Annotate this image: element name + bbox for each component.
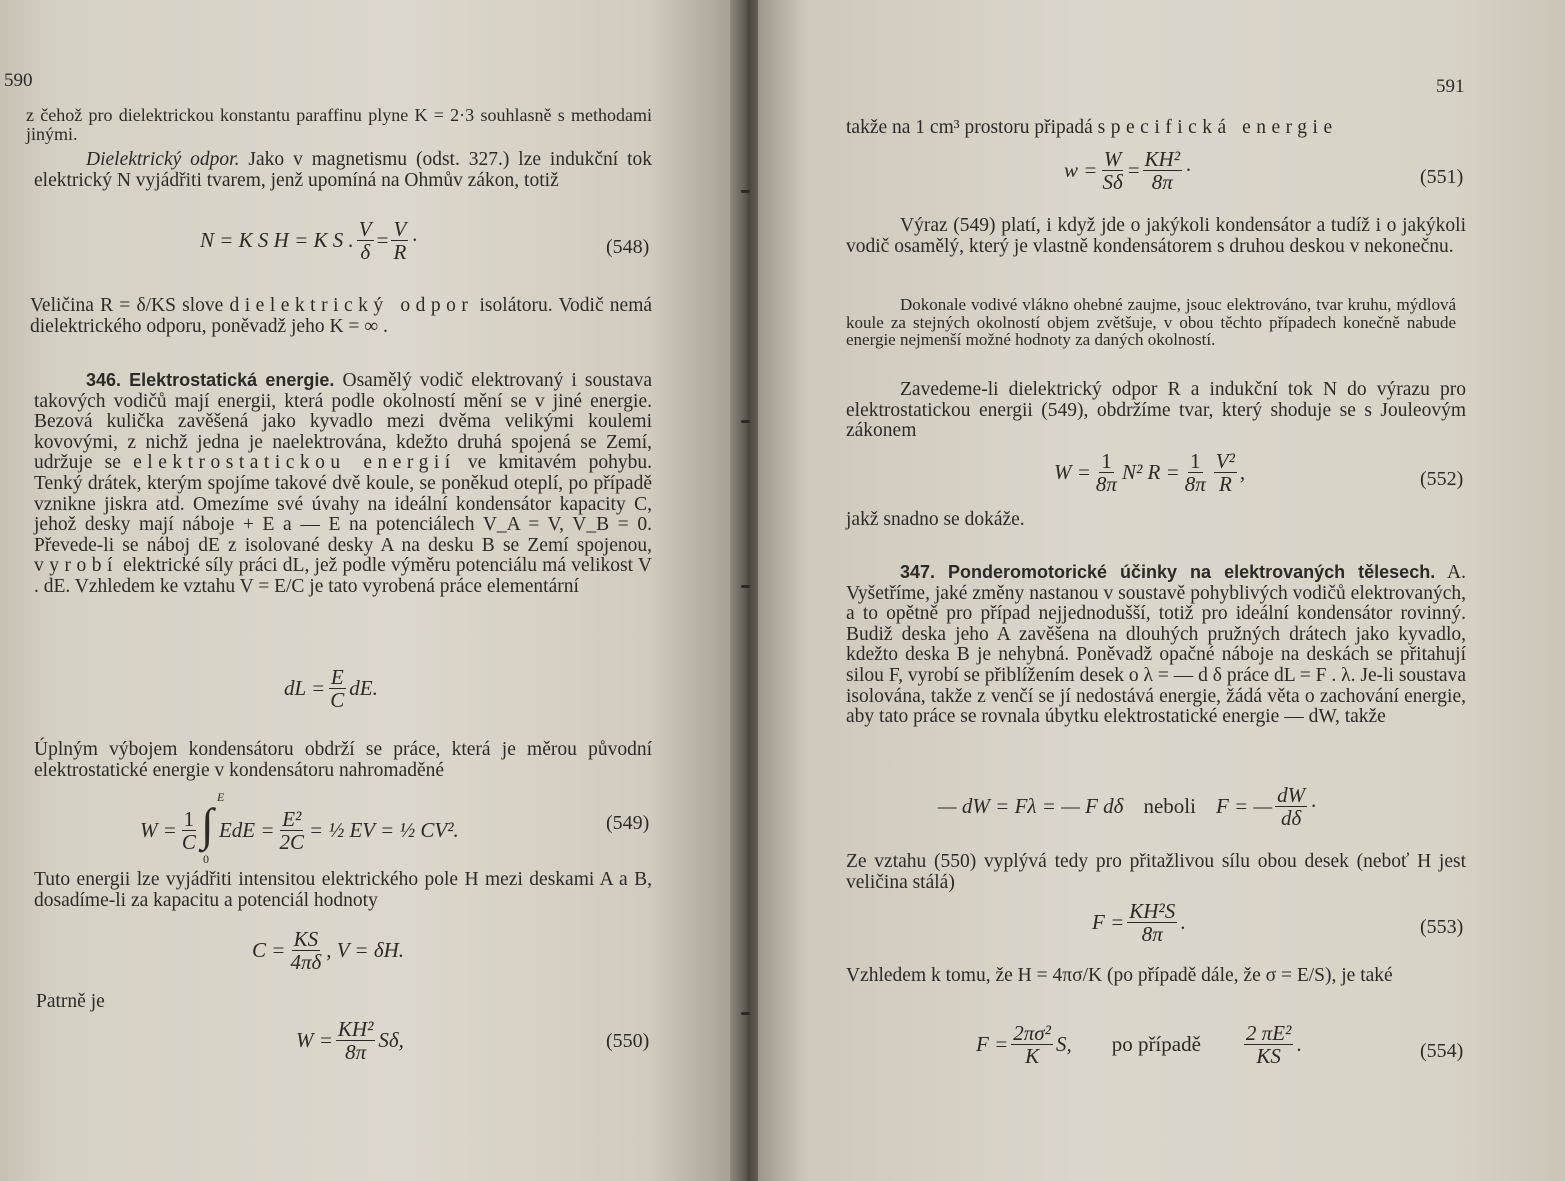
equation-number-548: (548) <box>606 236 650 258</box>
spaced-dielectric-resistance: dielektrický odpor <box>229 295 474 316</box>
equation-552: W = $\frac{1}{8\pi}$ N² R = $\frac{1}{8\pi}$ $\frac{\text{V²}}{R}$ , <box>1054 449 1246 496</box>
term-dielectric-resistance: Dielektrický odpor. <box>86 149 240 170</box>
equation-force: — dW = Fλ = — F dδ neboli F = — $\frac{dW}{d\delta}$ · <box>938 783 1318 830</box>
paragraph-intro: z čehož pro dielektrickou konstantu paraffinu plyne K = 2·3 souhlasně s methodami jinými. <box>26 105 652 144</box>
paragraph-attraction: Ze vztahu (550) vyplývá tedy pro přitažlivou sílu obou desek (neboť H jest veličina stálá) <box>846 851 1466 893</box>
paragraph-resistance-definition: Veličina R = δ/KS slove dielektrický odpor isolátoru. Vodič nemá dielektrického odporu, poněvadž jeho K = ∞ . <box>30 295 653 337</box>
paragraph-considering: Vzhledem k tomu, že H = 4πσ/K (po případě dále, že σ = E/S), je také <box>846 965 1393 986</box>
section-347-number: 347. <box>900 562 936 582</box>
equation-number-552: (552) <box>1420 468 1464 490</box>
binding-stitch <box>741 190 750 193</box>
paragraph-easy-proof: jakž snadno se dokáže. <box>846 509 1025 530</box>
left-page <box>0 0 736 1181</box>
equation-dl: dL = $\frac{E}{C}$ dE. <box>284 665 378 712</box>
equation-number-551: (551) <box>1420 166 1464 188</box>
equation-number-553: (553) <box>1420 916 1464 938</box>
paragraph-apparently: Patrně je <box>36 991 105 1012</box>
binding-stitch <box>741 1012 750 1015</box>
eq548-lhs: N = K S H = K S . <box>200 228 354 252</box>
eq548-frac2: $\frac{V}{R}$ <box>393 217 407 264</box>
binding-stitch <box>741 585 750 588</box>
equation-number-550: (550) <box>606 1030 650 1052</box>
spaced-electrostatic-energy: elektrostatickou energií <box>133 452 456 474</box>
paragraph-intensity: Tuto energii lze vyjádřiti intensitou elektrického pole H mezi deskami A a B, dosadíme-li za kapacitu a potenciál hodnoty <box>34 869 652 911</box>
paragraph-small-note: Dokonale vodivé vlákno ohebné zaujme, jsouc elektrováno, tvar kruhu, mýdlová koule za stejných okolností objem zvětšuje, v obou těchto případech konečně nabude energie nejmenší možné hodnoty za daných okolností. <box>846 295 1456 349</box>
paragraph-specific-energy: takže na 1 cm³ prostoru připadá specifická energie <box>846 117 1338 138</box>
right-page <box>758 0 1565 1181</box>
paragraph-expression-549: Výraz (549) platí, i když jde o jakýkoli kondensátor a tudíž i o jakýkoli vodič osamělý, který je vlastně kondensátorem s druhou deskou v nekonečnu. <box>846 215 1466 257</box>
integral-sign: ∫ E 0 <box>200 790 225 866</box>
equation-capacity: C = $\frac{KS}{4\pi\delta}$ , V = δH. <box>252 927 405 974</box>
equation-550: W = $\frac{\text{KH²}}{8\pi}$ Sδ, <box>296 1017 404 1064</box>
section-346: 346. Elektrostatická energie. Osamělý vodič elektrovaný i soustava takových vodičů mají energii, která podle okolností mění se v jiné energie. Bezová kulička zavěšená jako kyvadlo mezi dvěma velikými koulemi kovovými, z nichž jedna je naelektrována, kdežto druhá spojená se Zemí, udržuje se elektrostatickou energií ve kmitavém pohybu. Tenký drátek, kterým spojíme takové dvě koule, se poněkud oteplí, po případě vznikne jiskra atd. Omezíme své úvahy na ideální kondensátor kapacity C, jehož desky mají náboje + E a — E na potenciálech V_A = V, V_B = 0. Převede-li se náboj dE z isolované desky A na desku B se Zemí spojenou, vyrobí elektrické síly práci dL, jež podle výměru potenciálu má velikost V . dE. Vzhledem ke vztahu V = E/C je tato vyrobená práce elementární <box>34 370 653 597</box>
equation-553: F = $\frac{\text{KH²S}}{8\pi}$ . <box>1092 899 1186 946</box>
eq548-eqsign: = <box>376 228 389 252</box>
equation-554: F = $\frac{\text{2πσ²}}{K}$ S, po případě $\frac{\text{2 πE²}}{KS}$ . <box>976 1021 1302 1068</box>
equation-number-554: (554) <box>1420 1040 1464 1062</box>
spaced-produces: vyrobí <box>34 555 118 577</box>
eq548-frac1: $\frac{V}{\delta}$ <box>358 217 372 264</box>
paragraph-discharge: Úplným výbojem kondensátoru obdrží se práce, která je měrou původní elektrostatické energie v kondensátoru nahromaděné <box>34 739 652 781</box>
page-number-right: 591 <box>1436 76 1465 97</box>
section-346-number: 346. <box>86 370 122 390</box>
section-347: 347. Ponderomotorické účinky na elektrovaných tělesech. A. Vyšetříme, jaké změny nastanou v soustavě pohyblivých vodičů elektrovaných, a to opětně pro případ nejjednodušší, totiž pro ideální kondensátor rovinný. Budiž deska jeho A zavěšena na dlouhých pružných drátech jako kyvadlo, kdežto deska B je nehybná. Poněvadž opačné náboje na deskách se přitahují silou F, vyrobí se přiblížením desek o λ = — d δ práce dL = F . λ. Je-li soustava isolována, takže z venčí se jí nedostává energie, žádá věta o zachování energie, aby tato práce se rovnala úbytku elektrostatické energie — dW, takže <box>846 562 1467 728</box>
paragraph-dielectric-resistance <box>34 150 652 191</box>
equation-549: W = $\frac{1}{C}$ ∫ E 0 EdE = $\frac{\text{E²}}{2C}$ = ½ EV = ½ CV². <box>140 790 459 866</box>
spaced-specific-energy: specifická energie <box>1097 117 1338 138</box>
equation-551: w = $\frac{W}{S\delta}$ = $\frac{\text{KH²}}{8\pi}$ · <box>1064 147 1193 194</box>
section-346-title: Elektrostatická energie. <box>129 370 335 390</box>
page-number-left: 590 <box>4 70 33 91</box>
equation-number-549: (549) <box>606 812 650 834</box>
paragraph-dielectric-body: Jako v magnetismu (odst. 327.) lze indukční tok elektrický N vyjádřiti tvarem, jenž upomíná na Ohmův zákon, totiž <box>34 149 653 191</box>
section-347-title: Ponderomotorické účinky na elektrovaných tělesech. <box>947 562 1436 582</box>
binding-stitch <box>741 420 750 423</box>
paragraph-joule: Zavedeme-li dielektrický odpor R a indukční tok N do výrazu pro elektrostatickou energii (549), obdržíme tvar, který shoduje se s Jouleovým zákonem <box>846 379 1466 442</box>
equation-548: N = K S H = K S . $\frac{V}{\delta}$ = $\frac{V}{R}$ · <box>200 217 419 264</box>
